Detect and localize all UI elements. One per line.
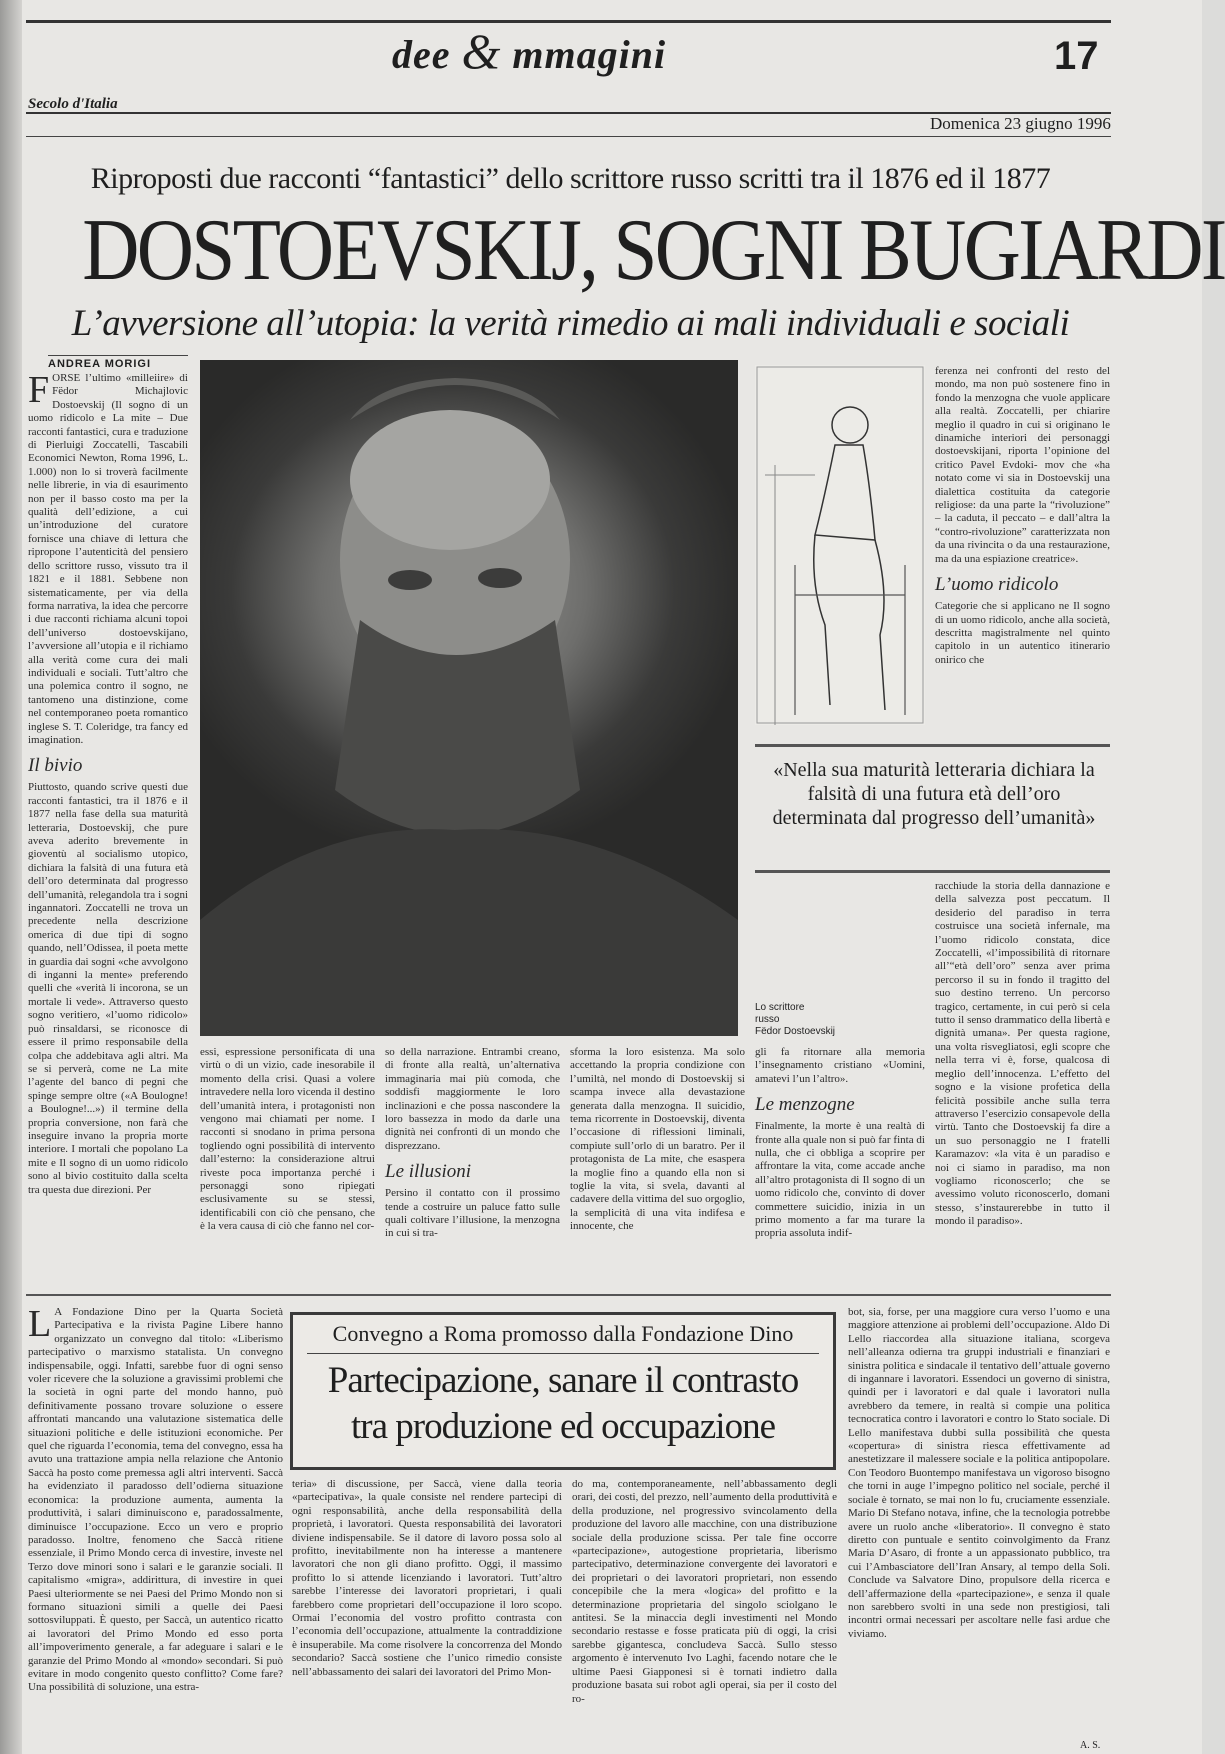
second-article-column-3: do ma, contemporaneamente, nell’abbassamento degli orari, dei costi, del prezzo, nell’aumento della produttività e della produzione, nel progressivo svincolamento della produzione del lavoro alle macchine, con una distribuzione sociale della produzione scissa. Per tale fine occorre «partecipazione», autogestione proprietaria, liberismo partecipativo, determinazione convergente dei lavoratori e dei proprietari o dei lavoratori proprietari, non essendo concepibile che la mera «logica» del profitto e la determinazione proprietaria del singolo sciolgano le antitesi. Se la minaccia degli investimenti nel Mondo secondario restasse e fosse praticata più di oggi, la crisi sarebbe gigantesca, concludeva Saccà. Sullo stesso argomento è intervenuto Ivo Laghi, facendo notare che le ultime Paesi Giapponesi si è tornati indietro dalla produzione basata sui robot agli operai, sia per il costo del ro-: [572, 1478, 837, 1705]
column-6b-text: Categorie che si applicano ne Il sogno di un uomo ridicolo, anche alla società, descritta magistralmente nel quinto capitolo in un autentico itinerario onirico che: [935, 600, 1110, 666]
pull-quote-top-rule: [755, 744, 1110, 747]
second-article-kicker: Convegno a Roma promosso dalla Fondazione Dino: [332, 1321, 794, 1346]
column-6a-text: ferenza nei confronti del resto del mondo, ma non può sostenere fino in fondo la menzogna che vuole applicare alla realtà. Zoccatelli, per chiarire meglio il quadro in cui si originano le dinamiche interiori dei personaggi dostoevskijani, riporta l’opinione del critico Pavel Evdoki- mov che «ha notato come vi sia in Dostoevskij una dialettica costituita da categorie religiose: da una parte la “rivoluzione” – la caduta, il peccato – e dall’altra la “contro-rivoluzione” caratterizzata non da una rivincita o da una restaurazione, ma da una espiazione creatrice».: [935, 365, 1110, 565]
article-column-5: [755, 1046, 925, 1240]
dostoevskij-portrait-photo: [200, 360, 738, 1036]
page-number: 17: [1054, 34, 1099, 78]
article-kicker: Riproposti due racconti “fantastici” dello scrittore russo scritti tra il 1876 ed il 1877: [90, 162, 1051, 195]
second-article-title-line-1: Partecipazione, sanare il contrasto: [327, 1360, 799, 1401]
photo-caption-line-3: Fëdor Dostoevskij: [755, 1026, 836, 1037]
seated-figure-sketch: [755, 365, 925, 725]
header-bottom-rule: [26, 136, 1111, 137]
article-subhead: L’avversione all’utopia: la verità rimedio ai mali individuali e sociali: [71, 303, 1070, 344]
section-title-part-1: dee: [392, 32, 462, 77]
photo-caption-line-2: russo: [755, 1014, 780, 1025]
second-article-column-2: teria» di discussione, per Saccà, viene dalla teoria «partecipativa», la quale consiste nel rendere partecipi di ogni responsabilità, anche della responsabilità della proprietà, i lavoratori. Questa responsabilità dei lavoratori diviene indispensabile. Se il datore di lavoro possa solo al profitto, inevitabilmente non ha interesse a mantenere lavoratori che non gli diano profitto. Oggi, il massimo profitto lo si attende licenziando i lavoratori. Tutt’altro sarebbe l’interesse dei lavoratori proprietari, i quali farebbero come proprietari dell’occupazione il loro scopo. Ormai l’economia del vostro profitto contrasta con l’economia dell’occupazione, attualmente la contraddizione è insuperabile. Ma come risolvere la concorrenza del Mondo secondario? Saccà sostiene che l’unico rimedio consiste nell’abbassamento dei salari dei lavoratori del Primo Mon-: [292, 1478, 562, 1678]
portrait-illustration: [200, 360, 738, 1036]
column-1-text: ORSE l’ultimo «milleiire» di Fëdor Michajlovic Dostoevskij (Il sogno di un uomo ridicolo e La mite – Due racconti fantastici, cura e traduzione di Pierluigi Zoccatelli, Tascabili Economici Newton, Roma 1996, L. 1.000) non lo si troverà facilmente nelle librerie, in via di esaurimento non per il basso costo ma per la qualità dell’edizione, a cui un’introduzione del curatore fornisce una chiave di lettura che ripropone l’autenticità del pensiero dello scrittore russo, vissuto tra il 1821 e il 1881. Sebbene non sistematicamente, per via della forma narrativa, la idea che percorre i due racconti richiama alcuni topoi dell’universo dostoevskijano, l’avversione all’utopia e il richiamo alla verità come cura dei mali individuali e sociali. Tutt’altro che una polemica contro il sogno, ne tantomeno una distinzione, come nel contemporaneo poeta romantico inglese S. T. Coleridge, tra fancy ed imagination.: [28, 372, 189, 746]
pull-quote-bottom-rule: [755, 870, 1110, 873]
column-5-text: gli fa ritornare alla memoria l’insegnamento cristiano «Uomini, amatevi l’un l’altro».: [755, 1046, 925, 1085]
article-column-2: essi, espressione personificata di una virtù o di un vizio, cade inesorabile il momento della crisi. Quasi a volere intravedere nella loro vicenda il destino dell’umanità intera, i protagonisti non vengono mai chiamati per nome. I racconti si snodano in prima persona togliendo ogni possibilità di intervento dall’esterno: la considerazione altrui riveste poca importanza perché i personaggi sono ripiegati esclusivamente su se stessi, identificabili con ciò che pensano, che è la vera causa di ciò che fanno nel cor-: [200, 1046, 375, 1233]
second-column-1-text: A Fondazione Dino per la Quarta Società Partecipativa e la rivista Pagine Libere hanno organizzato un convegno dal titolo: «Liberismo partecipativo o marxismo statalista. Un convegno indispensabile, oggi. Infatti, sarebbe fuor di ogni senso voler ricevere che la soluzione a gravissimi problemi che la società in ogni parte del mondo hanno, può definitivamente possano trovare soluzione o essere affrontati mancando una valutazione sistematica delle situazioni politiche e delle istituzioni economiche. Per quel che riguarda l’economia, tema del convegno, essa ha avuto una trattazione ampia nella relazione che Antonio Saccà ha posto come premessa agli altri interventi. Saccà ha evidenziato il paradosso dell’odierna situazione economica: la produzione aumenta, aumenta la produttività, i salari diminuiscono e, paradossalmente, diminuisce l’occupazione. Ecco un vero e proprio paradosso. Inoltre, fenomeno che Saccà ritiene essenziale, il Primo Mondo cerca di investire, investe nel Terzo dove minori sono i salari e le garanzie sociali. Il capitalismo «migra», addirittura, di investire in quei Paesi ulteriormente se nei Paesi del Primo Mondo non si formano situazioni simili a quelle dei Paesi sottosviluppati. È questo, per Saccà, un autentico ricatto ai lavoratori del Primo Mondo ed esso porta all’impoverimento generale, a far adeguare i salari e le garanzie del Primo Mondo al «mondo» secondari. Si può evitare in modo congenito questo conflitto? Come fare? Una possibilità di soluzione, una estra-: [28, 1306, 283, 1694]
pull-quote: «Nella sua maturità letteraria dichiara la falsità di una futura età dell’oro determinata dal progresso dell’umanità»: [772, 759, 1096, 829]
second-drop-cap: L: [28, 1303, 52, 1345]
issue-date: Domenica 23 giugno 1996: [930, 114, 1111, 133]
subheading-le-menzogne: Le menzogne: [755, 1094, 855, 1116]
article-column-1: [28, 369, 189, 1398]
section-title-ampersand: &: [461, 23, 502, 79]
article-separator: [26, 1294, 1111, 1296]
article-column-4: sforma la loro esistenza. Ma solo accettando la propria condizione con l’umiltà, nel mondo di Dostoevskij si scampa invece alla devastazione generata dalla menzogna. Il suicidio, tema ricorrente in Dostoevskij, diventa l’occasione di riflessioni liminali, compiute sull’orlo di un baratro. Per il protagonista de La mite, che esaspera la moglie fino a quando ella non si toglie la vita, si svela, davanti al cadavere della vittima del suo orgoglio, la semplicità di una vita indifesa e innocente, che: [570, 1046, 745, 1233]
column-1b-text: Piuttosto, quando scrive questi due racconti fantastici, tra il 1876 e il 1877 nella fase della sua maturità letteraria, Dostoevskij, che pure aveva aderito brevemente in gioventù al socialismo utopico, dichiara la falsità di una futura età dell’oro determinata dal progresso dell’umanità, relegandola tra i sogni ingannatori. Zoccatelli ne trova un precedente nella descrizione omerica di due tipi di sogno quando, nell’Odissea, il poeta mette in guardia dai sogni «che avvolgono di inganni la mente» preferendo quelli che «verità li incorona, se un mortale li vede». Attraverso questo sogno veritiero, «l’uomo ridicolo» può rinsaldarsi, se riconosce di essere il primo responsabile della colpa che addebitava agli altri. Ma se si perverà, come ne La mite l’agente del banco di pegni che spinge sempre oltre («A Boulogne! a Boulogne!...») il termine della propria conversione, non farà che inseguire invano la propria morte interiore. I mortali che popolano La mite e Il sogno di un uomo ridicolo sono al bivio costituito dalla scelta tra questa due direzioni. Per: [28, 781, 188, 1196]
subheading-il-bivio: Il bivio: [28, 755, 83, 777]
second-article-title-box: [290, 1312, 836, 1470]
column-5b-text: Finalmente, la morte è una realtà di fronte alla quale non si può far finta di nulla, che ci obbliga a scoprire per affrontare la vita, come accade anche all’altro protagonista di Il sogno di un uomo ridicolo che, convinto di dover commettere suicidio, inizia in un primo momento a far ma turare la propria assoluta indif-: [755, 1120, 925, 1240]
photo-caption-line-1: Lo scrittore: [755, 1002, 805, 1013]
drop-cap: F: [28, 369, 50, 411]
section-title-part-2: mmagini: [501, 32, 667, 77]
title-box-rule: [307, 1353, 819, 1354]
masthead: Secolo d'Italia: [28, 96, 118, 112]
second-article-column-4: bot, sia, forse, per una maggiore cura verso l’uomo e una maggiore attenzione ai problemi dell’occupazione. Aldo Di Lello riaccordea alla situazione italiana, scorgeva nell’alleanza odierna tra gruppi industriali e finanziari e sinistra politica e sindacale il tentativo dell’attuale governo di ingannare i lavoratori. Essendoci un governo di sinistra, quindi per i lavoratori e dal quale i lavoratori nulla avrebbero da temere, in realtà si compie una politica tecnocratica contro i lavoratori e contro lo Stato sociale. Di Lello manifestava dubbi sulla possibilità che questa «copertura» di sinistra riesca effettivamente ad anestetizzare il malessere sociale e la politica antipopolare. Con Teodoro Buontempo manifestava un vigoroso bisogno che torni in auge l’impegno politico nel sociale, perché il sociale è tornato, se mai non lo fu, cruciamente essenziale. Mario Di Stefano notava, infine, che la tecnologia potrebbe avere un ruolo anche «liberatorio». Il convegno è stato diretto con puntuale e sentito coinvolgimento da Franz Maria D’Asaro, di fronte a un appassionato pubblico, tra cui l’Ambasciatore dell’Iran Ansary, al tempo della Soli. Conclude va Salvatore Dino, propulsore della ricerca e dell’affermazione della «partecipazione», e senza il quale non sarebbero svolti in una sede non prestigiosi, tali incontri ormai necessari per ascoltare nelle fasi ardue che viviamo.: [848, 1306, 1110, 1640]
article-headline: DOSTOEVSKIJ, SOGNI BUGIARDI: [82, 202, 1225, 299]
second-article-column-1: [28, 1303, 283, 1746]
second-article-title-line-2: tra produzione ed occupazione: [350, 1406, 776, 1447]
section-title: [392, 22, 666, 80]
photo-caption: [755, 1002, 835, 1038]
sketch-drawing: [755, 365, 925, 725]
article-column-3: [385, 1046, 560, 1240]
column-3-text: so della narrazione. Entrambi creano, di fronte alla realtà, un’alternativa immaginaria mai più comoda, che soddisfi maggiormente le loro inclinazioni e che possa nascondere la loro bassezza in modo da darle una dignità nei confronti di un mondo che disprezzano.: [385, 1046, 560, 1152]
author-initials: A. S.: [1080, 1740, 1101, 1751]
byline: ANDREA MORIGI: [48, 355, 188, 370]
subheading-uomo-ridicolo: L’uomo ridicolo: [935, 574, 1059, 596]
article-column-6-top: [935, 365, 1110, 720]
page-binding-shadow: [0, 0, 22, 1754]
column-3b-text: Persino il contatto con il prossimo tende a costruire un paluce fatto sulle quali coltivare l’illusione, la menzogna in cui si tra-: [385, 1187, 560, 1240]
article-column-6-bottom: racchiude la storia della dannazione e della salvezza post peccatum. Il desiderio del paradiso in terra costruisce una società infernale, ma l’uomo ridicolo constata, dice Zoccatelli, «l’impossibilità di ritornare all’“età dell’oro” senza aver prima percorso il su in fondo il tragitto del suo destino terreno. Un percorso tragico, certamente, in cui però si cela tutto il senso drammatico della libertà e dignità umana». Per questa ragione, una volta risvegliatosi, egli scopre che nella terra vi è, forse, qualcosa di meglio dell’innocenza. L’effetto del sogno e la visione profetica della felicità possibile anche sulla terra attraverso l’esercizio consapevole della virtù. Tanto che Dostoevskij fa dire a un suo personaggio ne I fratelli Karamazov: «la vita è un paradiso e noi ci siamo in paradiso, ma non vogliamo riconoscerlo; che se avessimo voluto riconoscerlo, domani stesso, s’instaurerebbe in tutto il mondo il paradiso».: [935, 880, 1110, 1228]
subheading-le-illusioni: Le illusioni: [385, 1161, 472, 1183]
